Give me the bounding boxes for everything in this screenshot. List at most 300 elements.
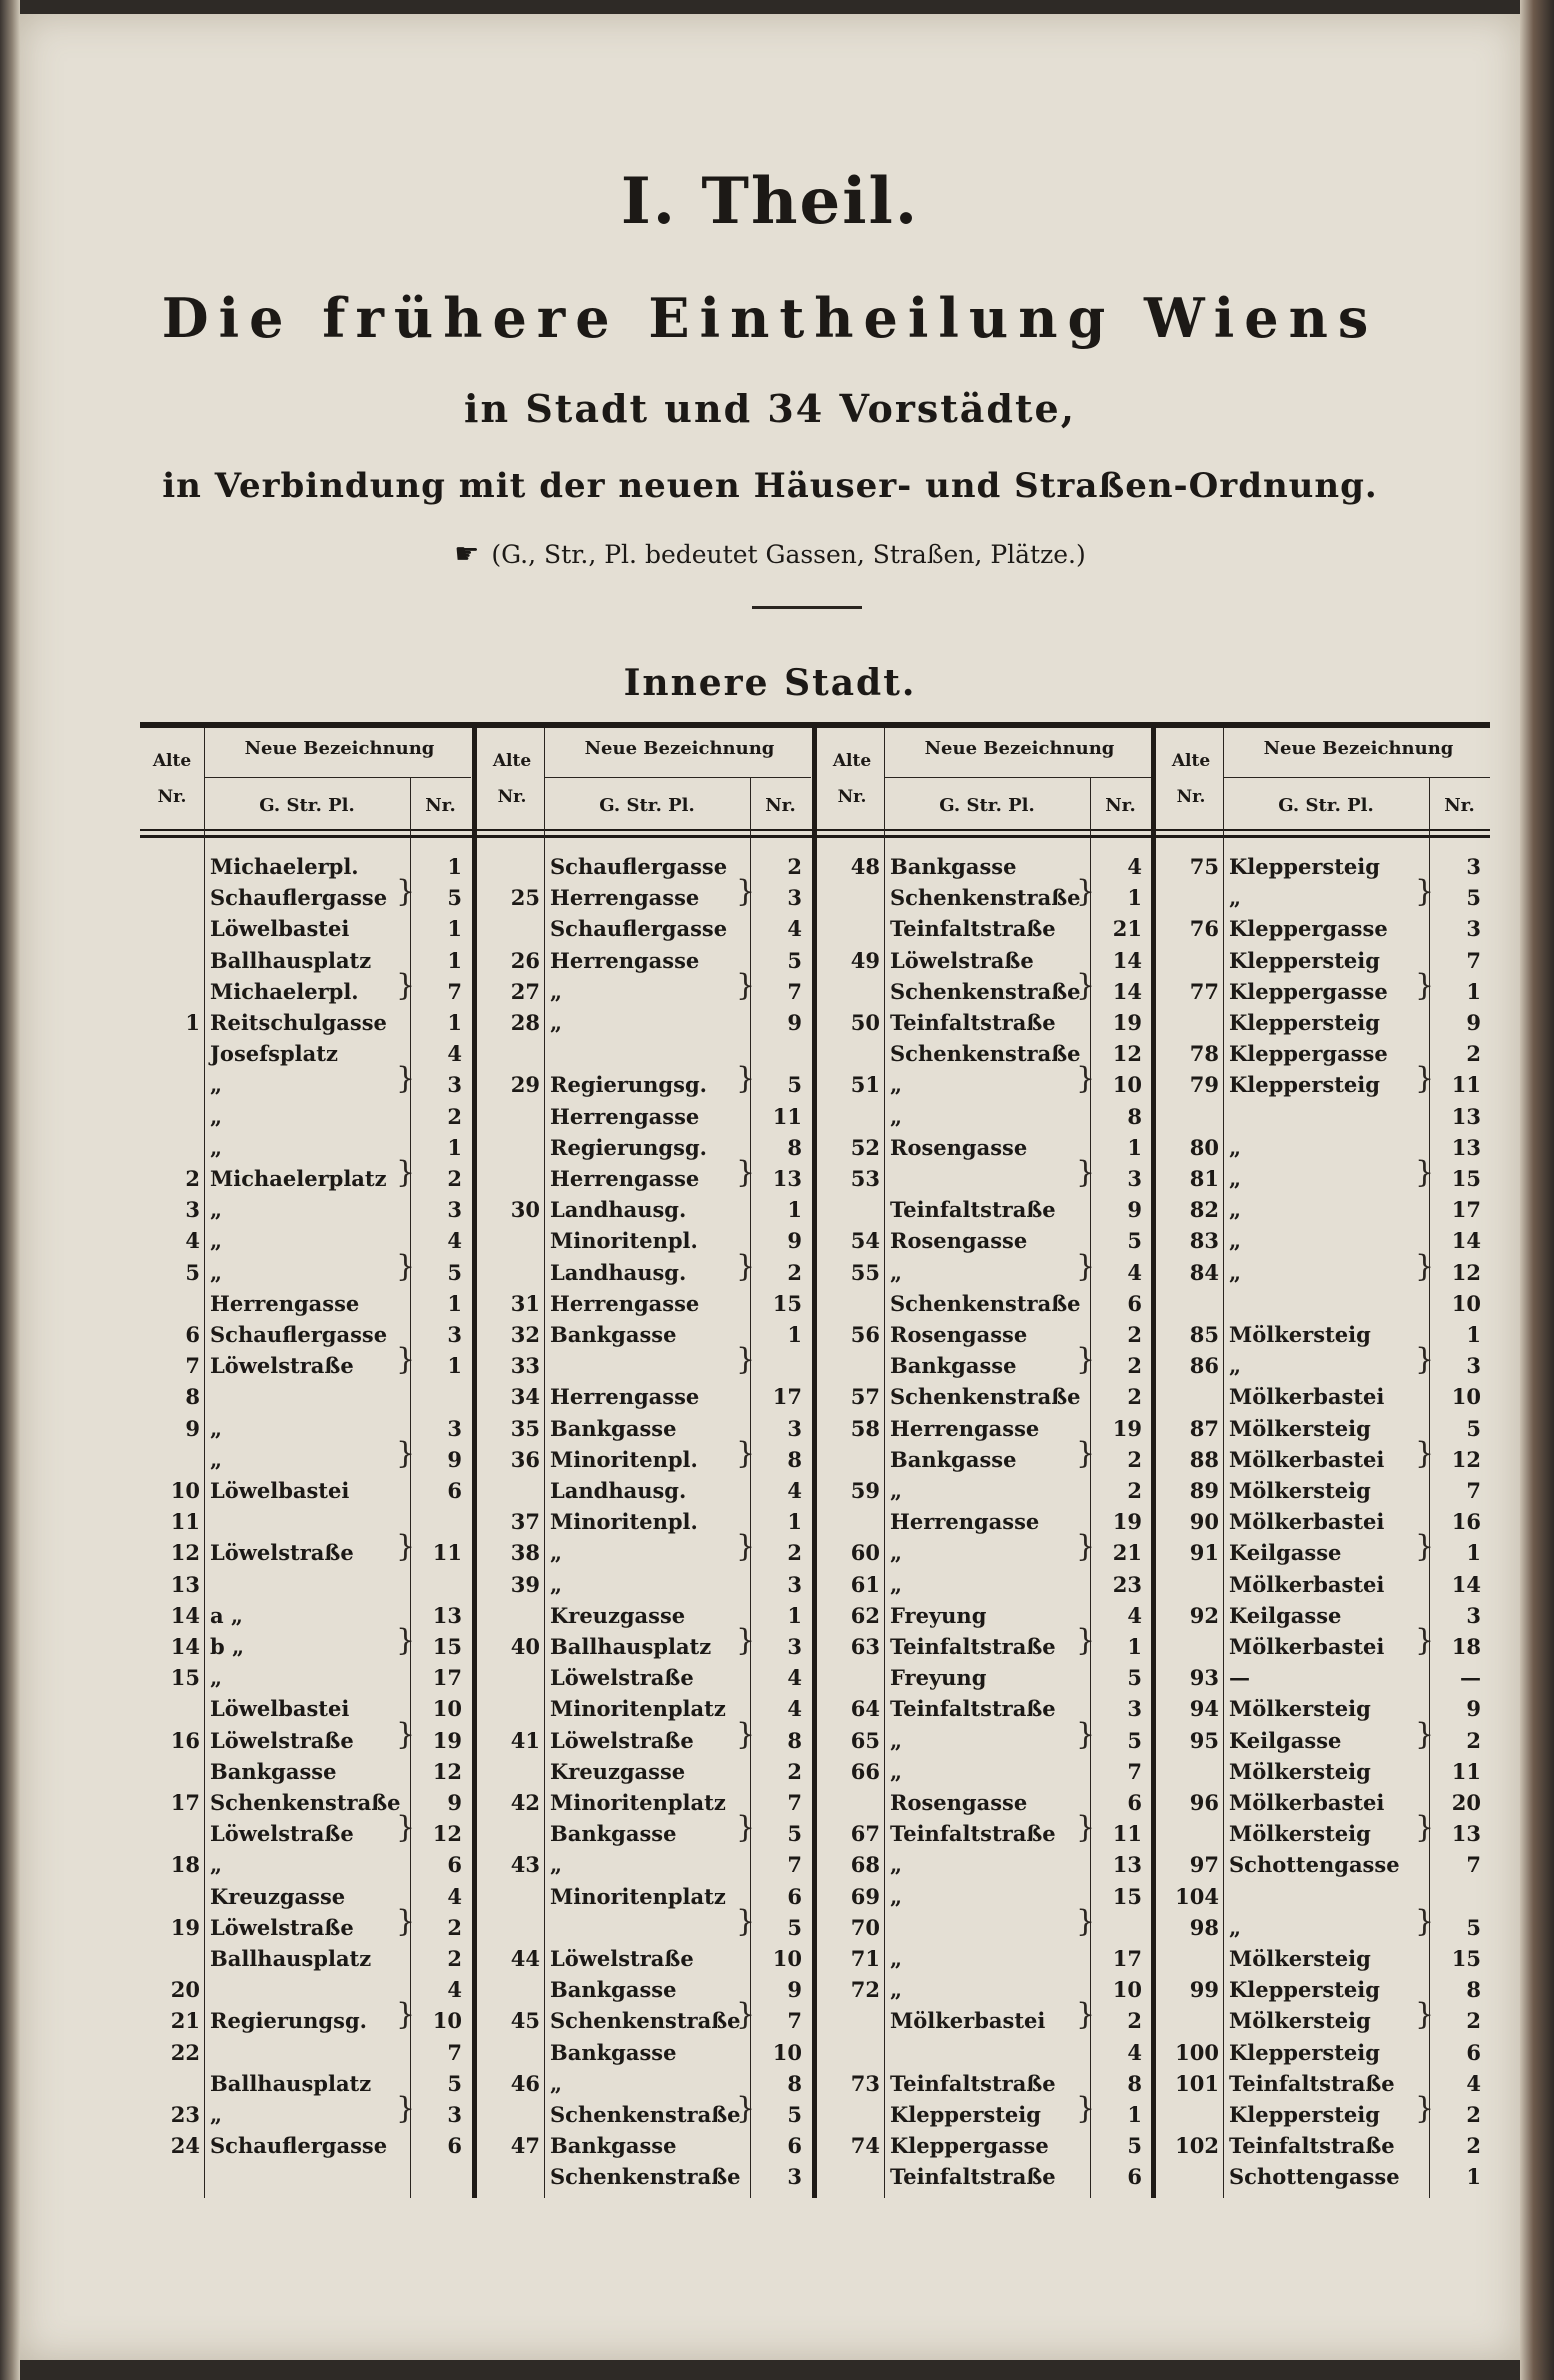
- street-name: Kleppersteig: [1229, 1977, 1380, 2003]
- new-number: 1: [1466, 1540, 1481, 1566]
- brace-mark: }: [1076, 1342, 1096, 1378]
- new-number: 15: [1112, 1883, 1142, 1909]
- alte-nr: 9: [185, 1415, 200, 1441]
- new-number: —: [1460, 1665, 1481, 1691]
- new-number: 13: [1112, 1852, 1142, 1878]
- new-number: 10: [772, 2039, 802, 2065]
- header-nr-neu: Nr.: [1444, 795, 1475, 816]
- brace-mark: }: [396, 1903, 416, 1939]
- brace-mark: }: [736, 967, 756, 1003]
- alte-nr: 39: [510, 1571, 540, 1597]
- alte-nr: [1159, 2162, 1219, 2192]
- new-number: 18: [1451, 1634, 1481, 1659]
- street-name: Mölkersteig: [1229, 1322, 1371, 1347]
- street-name: Löwelbastei: [210, 916, 350, 942]
- street-name: Mölkersteig: [1229, 1821, 1371, 1847]
- new-number: 3: [1127, 1166, 1142, 1191]
- pointing-hand-icon: ☛: [454, 537, 480, 570]
- street-name: Schauflergasse: [210, 1322, 388, 1347]
- abbreviation-note-text: (G., Str., Pl. bedeutet Gassen, Straßen, Plätze.): [491, 540, 1086, 569]
- new-number: 3: [1466, 1602, 1481, 1628]
- brace-mark: }: [1076, 1061, 1096, 1097]
- street-name: Bankgasse: [550, 2133, 677, 2159]
- alte-nr: 6: [185, 1322, 200, 1347]
- alte-nr: 51: [850, 1072, 880, 1098]
- brace-mark: }: [396, 1061, 416, 1097]
- new-number: 2: [1466, 1727, 1481, 1753]
- new-number: 3: [447, 1322, 462, 1347]
- brace-mark: }: [1415, 1810, 1435, 1846]
- header-split-line: [204, 777, 471, 778]
- alte-nr: 40: [510, 1634, 540, 1659]
- street-name: Kleppersteig: [890, 2102, 1041, 2127]
- street-name: Keilgasse: [1229, 1540, 1342, 1566]
- street-name: „: [550, 1010, 563, 1035]
- street-name: „: [1229, 1259, 1242, 1285]
- street-name: Rosengasse: [890, 1134, 1028, 1160]
- alte-nr: [820, 1351, 880, 1381]
- brace-mark: }: [396, 1342, 416, 1378]
- street-name: Minoritenplatz: [550, 1883, 726, 1909]
- street-name: Teinfaltstraße: [890, 1634, 1056, 1659]
- new-number: 12: [1451, 1259, 1481, 1285]
- street-name: Mölkerbastei: [1229, 1509, 1385, 1535]
- brace-mark: }: [736, 1248, 756, 1284]
- street-name: Kleppersteig: [1229, 854, 1380, 879]
- street-name: „: [210, 1103, 223, 1129]
- new-number: 3: [1466, 854, 1481, 879]
- new-number: 5: [447, 885, 462, 911]
- alte-nr: 33: [510, 1353, 540, 1379]
- new-number: 19: [1112, 1509, 1142, 1535]
- new-number: 7: [787, 1790, 802, 1815]
- new-number: 14: [1112, 947, 1142, 973]
- new-number: 19: [432, 1727, 462, 1753]
- alte-nr: 80: [1189, 1134, 1219, 1160]
- brace-mark: }: [396, 1435, 416, 1471]
- alte-nr: [1159, 1819, 1219, 1849]
- alte-nr: [480, 1258, 540, 1288]
- street-name: Bankgasse: [550, 2039, 677, 2065]
- street-name: Michaelerpl.: [210, 978, 359, 1004]
- new-number: 5: [1127, 1727, 1142, 1753]
- street-name: Keilgasse: [1229, 1727, 1342, 1753]
- alte-nr: [820, 977, 880, 1007]
- new-number: 7: [1127, 1758, 1142, 1784]
- new-number: 8: [1466, 1977, 1481, 2003]
- alte-nr: [1159, 1289, 1219, 1319]
- alte-nr: 60: [850, 1540, 880, 1566]
- header-split-line: [544, 777, 811, 778]
- street-name: „: [1229, 1197, 1242, 1223]
- alte-nr: 36: [510, 1446, 540, 1472]
- column-line: [544, 728, 545, 2198]
- new-number: 10: [432, 1696, 462, 1722]
- column-line: [204, 728, 205, 2198]
- street-name: Schauflergasse: [550, 854, 728, 879]
- new-number: 2: [1466, 2133, 1481, 2159]
- new-number: 2: [1127, 1384, 1142, 1410]
- alte-nr: 100: [1175, 2039, 1219, 2065]
- new-number: 4: [1466, 2070, 1481, 2096]
- alte-nr: [140, 1944, 200, 1974]
- new-number: 5: [787, 2102, 802, 2127]
- new-number: 4: [1127, 1259, 1142, 1285]
- street-name: Mölkerbastei: [1229, 1446, 1385, 1472]
- street-name: [550, 1351, 750, 1381]
- alte-nr: 8: [185, 1384, 200, 1410]
- new-number: 1: [787, 1197, 802, 1223]
- alte-nr: 41: [510, 1727, 540, 1753]
- street-name: Minoritenplatz: [550, 1696, 726, 1722]
- street-name: Bankgasse: [210, 1758, 337, 1784]
- street-name: Herrengasse: [210, 1290, 360, 1316]
- new-number: 4: [1127, 854, 1142, 879]
- alte-nr: [1159, 1102, 1219, 1132]
- street-name: Löwelbastei: [210, 1478, 350, 1503]
- alte-nr: 18: [170, 1852, 200, 1878]
- brace-mark: }: [1076, 1248, 1096, 1284]
- column-line: [884, 728, 885, 2198]
- brace-mark: }: [1415, 967, 1435, 1003]
- brace-mark: }: [1415, 1903, 1435, 1939]
- alte-nr: [820, 2038, 880, 2068]
- street-name: Löwelstraße: [550, 1665, 694, 1691]
- brace-mark: }: [1076, 1810, 1096, 1846]
- street-name: Minoritenpl.: [550, 1446, 698, 1472]
- street-name: Bankgasse: [890, 854, 1017, 879]
- new-number: 3: [447, 1072, 462, 1098]
- alte-nr: [140, 1694, 200, 1724]
- new-number: 3: [787, 885, 802, 911]
- alte-nr: 4: [185, 1228, 200, 1254]
- street-name: „: [890, 1977, 903, 2003]
- alte-nr: 57: [850, 1384, 880, 1410]
- street-name: Teinfaltstraße: [1229, 2070, 1395, 2096]
- header-gstrpl: G. Str. Pl.: [1278, 795, 1374, 816]
- street-name: Kreuzgasse: [550, 1602, 686, 1628]
- street-name: [890, 2038, 1090, 2068]
- new-number: [414, 1507, 462, 1537]
- alte-nr: 62: [850, 1602, 880, 1628]
- new-number: 6: [787, 1883, 802, 1909]
- street-name: Ballhausplatz: [210, 1946, 372, 1971]
- alte-nr: 22: [170, 2039, 200, 2065]
- street-name: „: [890, 1946, 903, 1971]
- street-name: Herrengasse: [550, 1166, 700, 1191]
- alte-nr: [140, 883, 200, 913]
- street-name: Schauflergasse: [210, 885, 388, 911]
- street-name: „: [1229, 1353, 1242, 1379]
- alte-nr: 47: [510, 2133, 540, 2159]
- new-number: 5: [447, 1259, 462, 1285]
- street-name: Keilgasse: [1229, 1602, 1342, 1628]
- alte-nr: 77: [1189, 978, 1219, 1004]
- alte-nr: [140, 852, 200, 882]
- alte-nr: 89: [1189, 1478, 1219, 1503]
- street-name: [1229, 1102, 1429, 1132]
- page: [20, 14, 1520, 2360]
- alte-nr: 67: [850, 1821, 880, 1847]
- alte-nr: 35: [510, 1415, 540, 1441]
- new-number: 4: [1127, 1602, 1142, 1628]
- alte-nr: 75: [1189, 854, 1219, 879]
- block-divider: [472, 722, 477, 2198]
- alte-nr: 94: [1189, 1696, 1219, 1722]
- alte-nr: 87: [1189, 1415, 1219, 1441]
- alte-nr: 95: [1189, 1727, 1219, 1753]
- new-number: [1094, 1913, 1142, 1943]
- street-name: Löwelstraße: [210, 1540, 354, 1566]
- alte-nr: [820, 2006, 880, 2036]
- new-number: [414, 1382, 462, 1412]
- street-name: Bankgasse: [550, 1415, 677, 1441]
- street-name: Kleppergasse: [1229, 1041, 1388, 1067]
- alte-nr: 27: [510, 978, 540, 1004]
- new-number: 1: [787, 1602, 802, 1628]
- new-number: 3: [1466, 916, 1481, 942]
- new-number: 9: [1466, 1010, 1481, 1035]
- street-name: Mölkersteig: [1229, 1946, 1371, 1971]
- street-name: „: [550, 1571, 563, 1597]
- brace-mark: }: [396, 1248, 416, 1284]
- new-number: 4: [447, 1977, 462, 2003]
- new-number: 2: [1127, 1446, 1142, 1472]
- alte-nr: 43: [510, 1852, 540, 1878]
- street-name: [210, 1382, 410, 1412]
- alte-nr: [820, 1445, 880, 1475]
- alte-nr: [1159, 1570, 1219, 1600]
- new-number: 5: [787, 1072, 802, 1098]
- new-number: 17: [772, 1384, 802, 1410]
- street-name: Bankgasse: [550, 1322, 677, 1347]
- new-number: 4: [447, 1041, 462, 1067]
- brace-mark: }: [736, 1997, 756, 2033]
- brace-mark: }: [736, 1623, 756, 1658]
- alte-nr: 63: [850, 1634, 880, 1659]
- new-number: [754, 1351, 802, 1381]
- brace-mark: }: [736, 1155, 756, 1190]
- street-name: „: [1229, 885, 1242, 911]
- table-block-4: [1159, 722, 1490, 2198]
- new-number: 2: [1466, 1041, 1481, 1067]
- header-alte: Alte: [492, 750, 532, 771]
- alte-nr: 91: [1189, 1540, 1219, 1566]
- new-number: 1: [447, 1353, 462, 1379]
- street-name: Ballhausplatz: [210, 947, 372, 973]
- alte-nr: 44: [510, 1946, 540, 1971]
- street-name: Mölkersteig: [1229, 1696, 1371, 1722]
- brace-mark: }: [1415, 1997, 1435, 2033]
- address-table: [140, 722, 1490, 2198]
- new-number: 8: [787, 1727, 802, 1753]
- alte-nr: 76: [1189, 916, 1219, 942]
- street-name: Herrengasse: [550, 1290, 700, 1316]
- street-name: —: [1229, 1665, 1250, 1691]
- alte-nr: [480, 2100, 540, 2130]
- brace-mark: }: [736, 1529, 756, 1565]
- street-name: Freyung: [890, 1602, 987, 1628]
- alte-nr: 25: [510, 885, 540, 911]
- brace-mark: }: [396, 1529, 416, 1565]
- brace-mark: }: [396, 1810, 416, 1846]
- street-name: „: [890, 1540, 903, 1566]
- header-neue-bezeichnung: Neue Bezeichnung: [584, 738, 775, 759]
- alte-nr: [820, 914, 880, 944]
- street-name: Bankgasse: [550, 1977, 677, 2003]
- street-name: „: [1229, 1134, 1242, 1160]
- brace-mark: }: [736, 1342, 756, 1378]
- alte-nr: [140, 1102, 200, 1132]
- alte-nr: [820, 2100, 880, 2130]
- alte-nr: 92: [1189, 1602, 1219, 1628]
- street-name: Schenkenstraße: [890, 1384, 1081, 1410]
- alte-nr: 2: [185, 1166, 200, 1191]
- street-name: „: [1229, 1166, 1242, 1191]
- street-name: Bankgasse: [890, 1446, 1017, 1472]
- new-number: 3: [447, 1415, 462, 1441]
- alte-nr: 48: [850, 854, 880, 879]
- header-neue-bezeichnung: Neue Bezeichnung: [1263, 738, 1454, 759]
- new-number: 19: [1112, 1010, 1142, 1035]
- new-number: 10: [1112, 1072, 1142, 1098]
- new-number: 11: [1451, 1072, 1481, 1098]
- alte-nr: 45: [510, 2008, 540, 2034]
- alte-nr: 17: [170, 1790, 200, 1815]
- alte-nr: 3: [185, 1197, 200, 1223]
- new-number: 5: [787, 1821, 802, 1847]
- street-name: Kleppergasse: [1229, 916, 1388, 942]
- new-number: 20: [1451, 1790, 1481, 1815]
- new-number: 2: [447, 1103, 462, 1129]
- alte-nr: 98: [1189, 1914, 1219, 1940]
- street-name: „: [210, 1197, 223, 1223]
- new-number: 19: [1112, 1415, 1142, 1441]
- street-name: Herrengasse: [890, 1509, 1040, 1535]
- street-name: Kleppersteig: [1229, 2039, 1380, 2065]
- new-number: 14: [1112, 978, 1142, 1004]
- street-name: Kreuzgasse: [210, 1883, 346, 1909]
- new-number: 2: [1127, 1478, 1142, 1503]
- street-name: Kleppersteig: [1229, 1072, 1380, 1098]
- street-name: Landhausg.: [550, 1478, 687, 1503]
- new-number: 1: [1127, 1134, 1142, 1160]
- alte-nr: 12: [170, 1540, 200, 1566]
- subtitle-2: in Verbindung mit der neuen Häuser- und Straßen-Ordnung.: [162, 466, 1378, 506]
- street-name: Josefsplatz: [210, 1041, 338, 1067]
- street-name: „: [550, 1540, 563, 1566]
- street-name: [890, 1164, 1090, 1194]
- alte-nr: [480, 1975, 540, 2005]
- new-number: 7: [787, 2008, 802, 2034]
- alte-nr: 69: [850, 1883, 880, 1909]
- new-number: 7: [1466, 947, 1481, 973]
- alte-nr: 34: [510, 1384, 540, 1410]
- street-name: „: [210, 1228, 223, 1254]
- street-name: „: [550, 2070, 563, 2096]
- brace-mark: }: [1076, 1155, 1096, 1190]
- new-number: 2: [1466, 2102, 1481, 2127]
- alte-nr: 49: [850, 947, 880, 973]
- street-name: Schenkenstraße: [890, 978, 1081, 1004]
- street-name: Teinfaltstraße: [890, 1696, 1056, 1722]
- street-name: Schottengasse: [1229, 2164, 1400, 2190]
- brace-mark: }: [736, 1061, 756, 1097]
- new-number: 21: [1112, 1540, 1142, 1566]
- alte-nr: 46: [510, 2070, 540, 2096]
- new-number: 1: [787, 1322, 802, 1347]
- alte-nr: 64: [850, 1696, 880, 1722]
- header-gstrpl: G. Str. Pl.: [259, 795, 355, 816]
- new-number: 11: [432, 1540, 462, 1566]
- new-number: 4: [447, 1228, 462, 1254]
- brace-mark: }: [1415, 1061, 1435, 1097]
- brace-mark: }: [396, 1716, 416, 1752]
- street-name: [550, 1039, 750, 1069]
- new-number: 2: [447, 1946, 462, 1971]
- alte-nr: [480, 1102, 540, 1132]
- street-name: „: [210, 2102, 223, 2127]
- new-number: 2: [787, 1540, 802, 1566]
- alte-nr: [480, 1882, 540, 1912]
- new-number: 3: [787, 1634, 802, 1659]
- alte-nr: 68: [850, 1852, 880, 1878]
- alte-nr: [480, 1913, 540, 1943]
- street-name: „: [210, 1665, 223, 1691]
- block-divider: [1151, 722, 1156, 2198]
- alte-nr: [140, 1070, 200, 1100]
- alte-nr: 93: [1189, 1665, 1219, 1691]
- street-name: Teinfaltstraße: [890, 2070, 1056, 2096]
- alte-nr: 88: [1189, 1446, 1219, 1472]
- alte-nr: 52: [850, 1134, 880, 1160]
- street-name: Minoritenpl.: [550, 1228, 698, 1254]
- brace-mark: }: [1076, 1435, 1096, 1471]
- street-name: Schenkenstraße: [210, 1790, 401, 1815]
- header-nr-neu: Nr.: [765, 795, 796, 816]
- street-name: Minoritenpl.: [550, 1509, 698, 1535]
- alte-nr: 82: [1189, 1197, 1219, 1223]
- alte-nr: 54: [850, 1228, 880, 1254]
- new-number: 5: [1127, 2133, 1142, 2159]
- street-name: Mölkerbastei: [1229, 1634, 1385, 1659]
- street-name: Mölkerbastei: [1229, 1571, 1385, 1597]
- new-number: 2: [1127, 2008, 1142, 2034]
- new-number: 5: [1466, 1914, 1481, 1940]
- street-name: Herrengasse: [550, 1384, 700, 1410]
- alte-nr: 56: [850, 1322, 880, 1347]
- alte-nr: 16: [170, 1727, 200, 1753]
- new-number: 2: [787, 1758, 802, 1784]
- alte-nr: [820, 1289, 880, 1319]
- brace-mark: }: [1415, 1248, 1435, 1284]
- new-number: 15: [432, 1634, 462, 1659]
- alte-nr: 66: [850, 1758, 880, 1784]
- alte-nr: 32: [510, 1322, 540, 1347]
- section-heading: Innere Stadt.: [623, 662, 917, 704]
- street-name: Teinfaltstraße: [890, 1197, 1056, 1223]
- new-number: 4: [787, 1696, 802, 1722]
- alte-nr: [480, 1694, 540, 1724]
- alte-nr: [820, 1507, 880, 1537]
- street-name: Schenkenstraße: [550, 2102, 741, 2127]
- street-name: Kreuzgasse: [550, 1758, 686, 1784]
- new-number: 10: [1451, 1290, 1481, 1316]
- new-number: 23: [1112, 1571, 1142, 1597]
- new-number: 4: [447, 1883, 462, 1909]
- alte-nr: 58: [850, 1415, 880, 1441]
- new-number: 10: [432, 2008, 462, 2034]
